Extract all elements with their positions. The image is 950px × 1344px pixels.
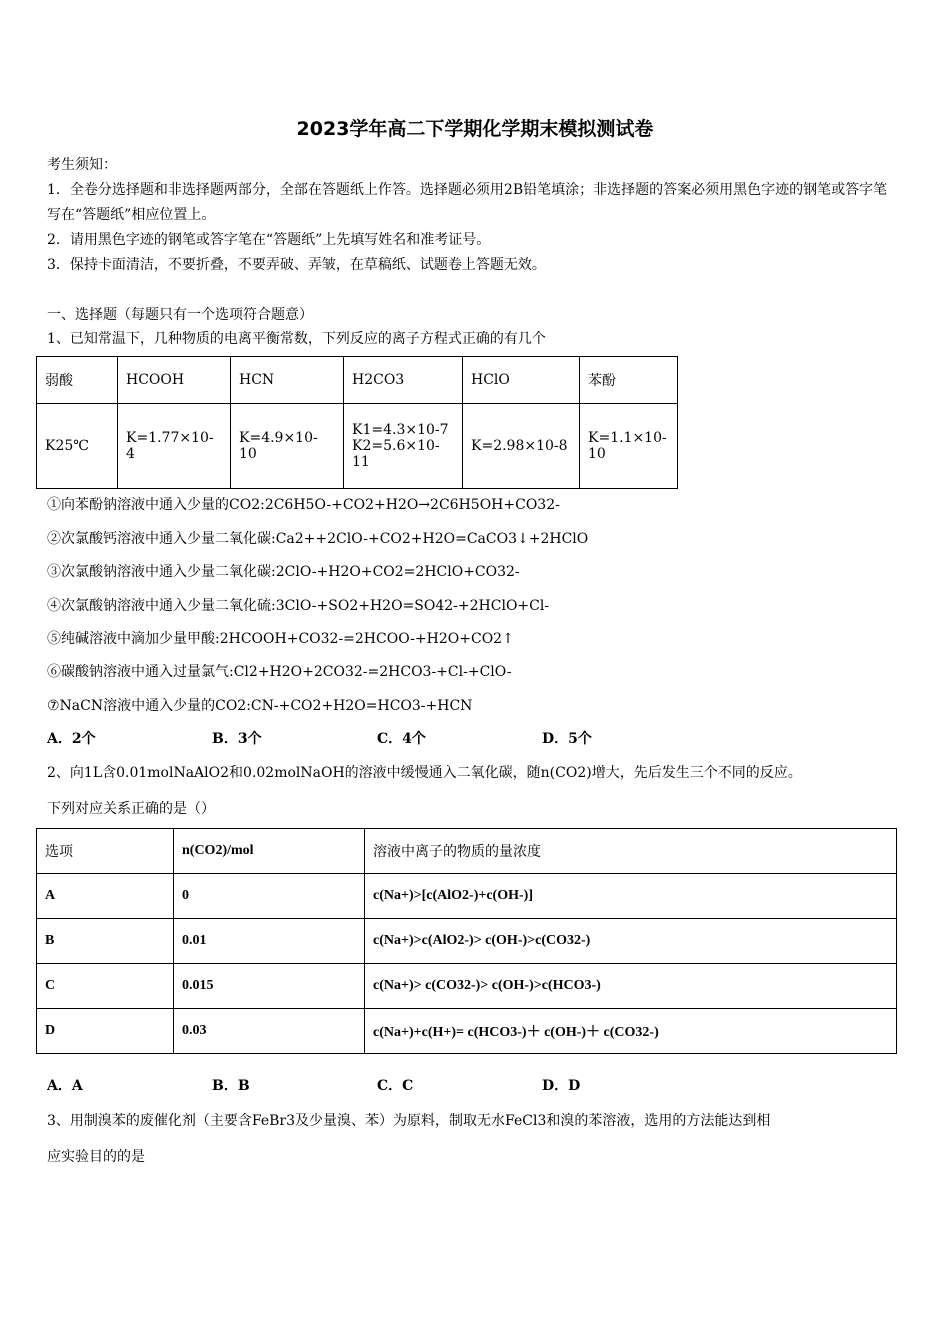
question-2-stem: 2、向1L含0.01molNaAlO2和0.02molNaOH的溶液中缓慢通入二氧化碳，随n(CO2)增大，先后发生三个不同的反应。 <box>47 765 802 781</box>
table-cell: B <box>37 919 174 964</box>
option-c[interactable]: C．C <box>377 1078 414 1094</box>
table-cell: 0 <box>174 874 365 919</box>
table-row <box>37 404 678 489</box>
table-header-row <box>37 357 678 404</box>
reaction-6: ⑥碳酸钠溶液中通入过量氯气:Cl2+H2O+2CO32-=2HCO3-+Cl-+ClO- <box>47 664 512 680</box>
section-heading: 一、选择题（每题只有一个选项符合题意） <box>47 307 313 323</box>
table-cell: K=2.98×10-8 <box>463 404 580 489</box>
table-header-cell: n(CO2)/mol <box>174 829 365 874</box>
table-header-cell: 溶液中离子的物质的量浓度 <box>365 829 897 874</box>
table-cell: 0.03 <box>174 1009 365 1054</box>
reaction-3: ③次氯酸钠溶液中通入少量二氧化碳:2ClO-+H2O+CO2=2HClO+CO32- <box>47 564 520 580</box>
reaction-4: ④次氯酸钠溶液中通入少量二氧化硫:3ClO-+SO2+H2O=SO42-+2HClO+Cl- <box>47 598 550 614</box>
table-cell: K1=4.3×10-7 K2=5.6×10-11 <box>344 404 463 489</box>
notice-item-3: 3．保持卡面清洁，不要折叠，不要弄破、弄皱，在草稿纸、试题卷上答题无效。 <box>47 257 546 273</box>
table-row <box>37 1009 897 1054</box>
table-header-cell: 选项 <box>37 829 174 874</box>
table-row <box>37 874 897 919</box>
table-header-cell: 弱酸 <box>37 357 118 404</box>
table-header-row <box>37 829 897 874</box>
notice-heading: 考生须知： <box>47 157 117 173</box>
option-a[interactable]: A．2个 <box>47 731 96 747</box>
table-cell: K=1.77×10-4 <box>118 404 231 489</box>
table-cell: K=4.9×10-10 <box>231 404 344 489</box>
table-cell: c(Na+)>c(AlO2-)> c(OH-)>c(CO32-) <box>365 919 897 964</box>
question-3-stem: 3、用制溴苯的废催化剂（主要含FeBr3及少量溴、苯）为原料，制取无水FeCl3和溴的苯溶液，选用的方法能达到相 <box>47 1113 771 1129</box>
table-cell: C <box>37 964 174 1009</box>
ionization-constant-table <box>36 356 678 489</box>
table-header-cell: 苯酚 <box>580 357 678 404</box>
page-title: 2023学年高二下学期化学期末模拟测试卷 <box>296 118 654 140</box>
option-a[interactable]: A．A <box>47 1078 83 1094</box>
question-3-stem-line2: 应实验目的的是 <box>47 1149 145 1165</box>
notice-item-2: 2．请用黑色字迹的钢笔或答字笔在“答题纸”上先填写姓名和准考证号。 <box>47 232 491 248</box>
option-c[interactable]: C．4个 <box>377 731 426 747</box>
question-2-options <box>47 1075 707 1095</box>
reaction-2: ②次氯酸钙溶液中通入少量二氧化碳:Ca2++2ClO-+CO2+H2O=CaCO3↓+2HClO <box>47 531 589 547</box>
table-header-cell: HCN <box>231 357 344 404</box>
table-row <box>37 964 897 1009</box>
table-cell: 0.015 <box>174 964 365 1009</box>
option-d[interactable]: D．D <box>542 1078 581 1094</box>
notice-item-1: 1．全卷分选择题和非选择题两部分，全部在答题纸上作答。选择题必须用2B铅笔填涂；非选择题的答案必须用黑色字迹的钢笔或答字笔写在“答题纸”相应位置上。 <box>47 182 888 223</box>
question-2-stem-line2: 下列对应关系正确的是（） <box>47 801 215 817</box>
table-cell: c(Na+)>[c(AlO2-)+c(OH-)] <box>365 874 897 919</box>
table-cell: A <box>37 874 174 919</box>
concentration-table <box>36 828 897 1054</box>
option-b[interactable]: B．3个 <box>212 731 262 747</box>
table-cell: 0.01 <box>174 919 365 964</box>
option-b[interactable]: B．B <box>212 1078 250 1094</box>
table-header-cell: H2CO3 <box>344 357 463 404</box>
question-1-stem: 1、已知常温下，几种物质的电离平衡常数，下列反应的离子方程式正确的有几个 <box>47 331 546 347</box>
table-cell: K=1.1×10-10 <box>580 404 678 489</box>
reaction-5: ⑤纯碱溶液中滴加少量甲酸:2HCOOH+CO32-=2HCOO-+H2O+CO2↑ <box>47 631 514 647</box>
table-header-cell: HClO <box>463 357 580 404</box>
table-header-cell: HCOOH <box>118 357 231 404</box>
option-d[interactable]: D．5个 <box>542 731 592 747</box>
table-cell: c(Na+)> c(CO32-)> c(OH-)>c(HCO3-) <box>365 964 897 1009</box>
table-cell: K25℃ <box>37 404 118 489</box>
table-row <box>37 919 897 964</box>
table-cell: c(Na+)+c(H+)= c(HCO3-)＋ c(OH-)＋ c(CO32-) <box>365 1009 897 1054</box>
table-cell: D <box>37 1009 174 1054</box>
reaction-7: ⑦NaCN溶液中通入少量的CO2:CN-+CO2+H2O=HCO3-+HCN <box>47 698 473 714</box>
question-1-options <box>47 728 707 748</box>
reaction-1: ①向苯酚钠溶液中通入少量的CO2:2C6H5O-+CO2+H2O→2C6H5OH+CO32- <box>47 497 560 513</box>
